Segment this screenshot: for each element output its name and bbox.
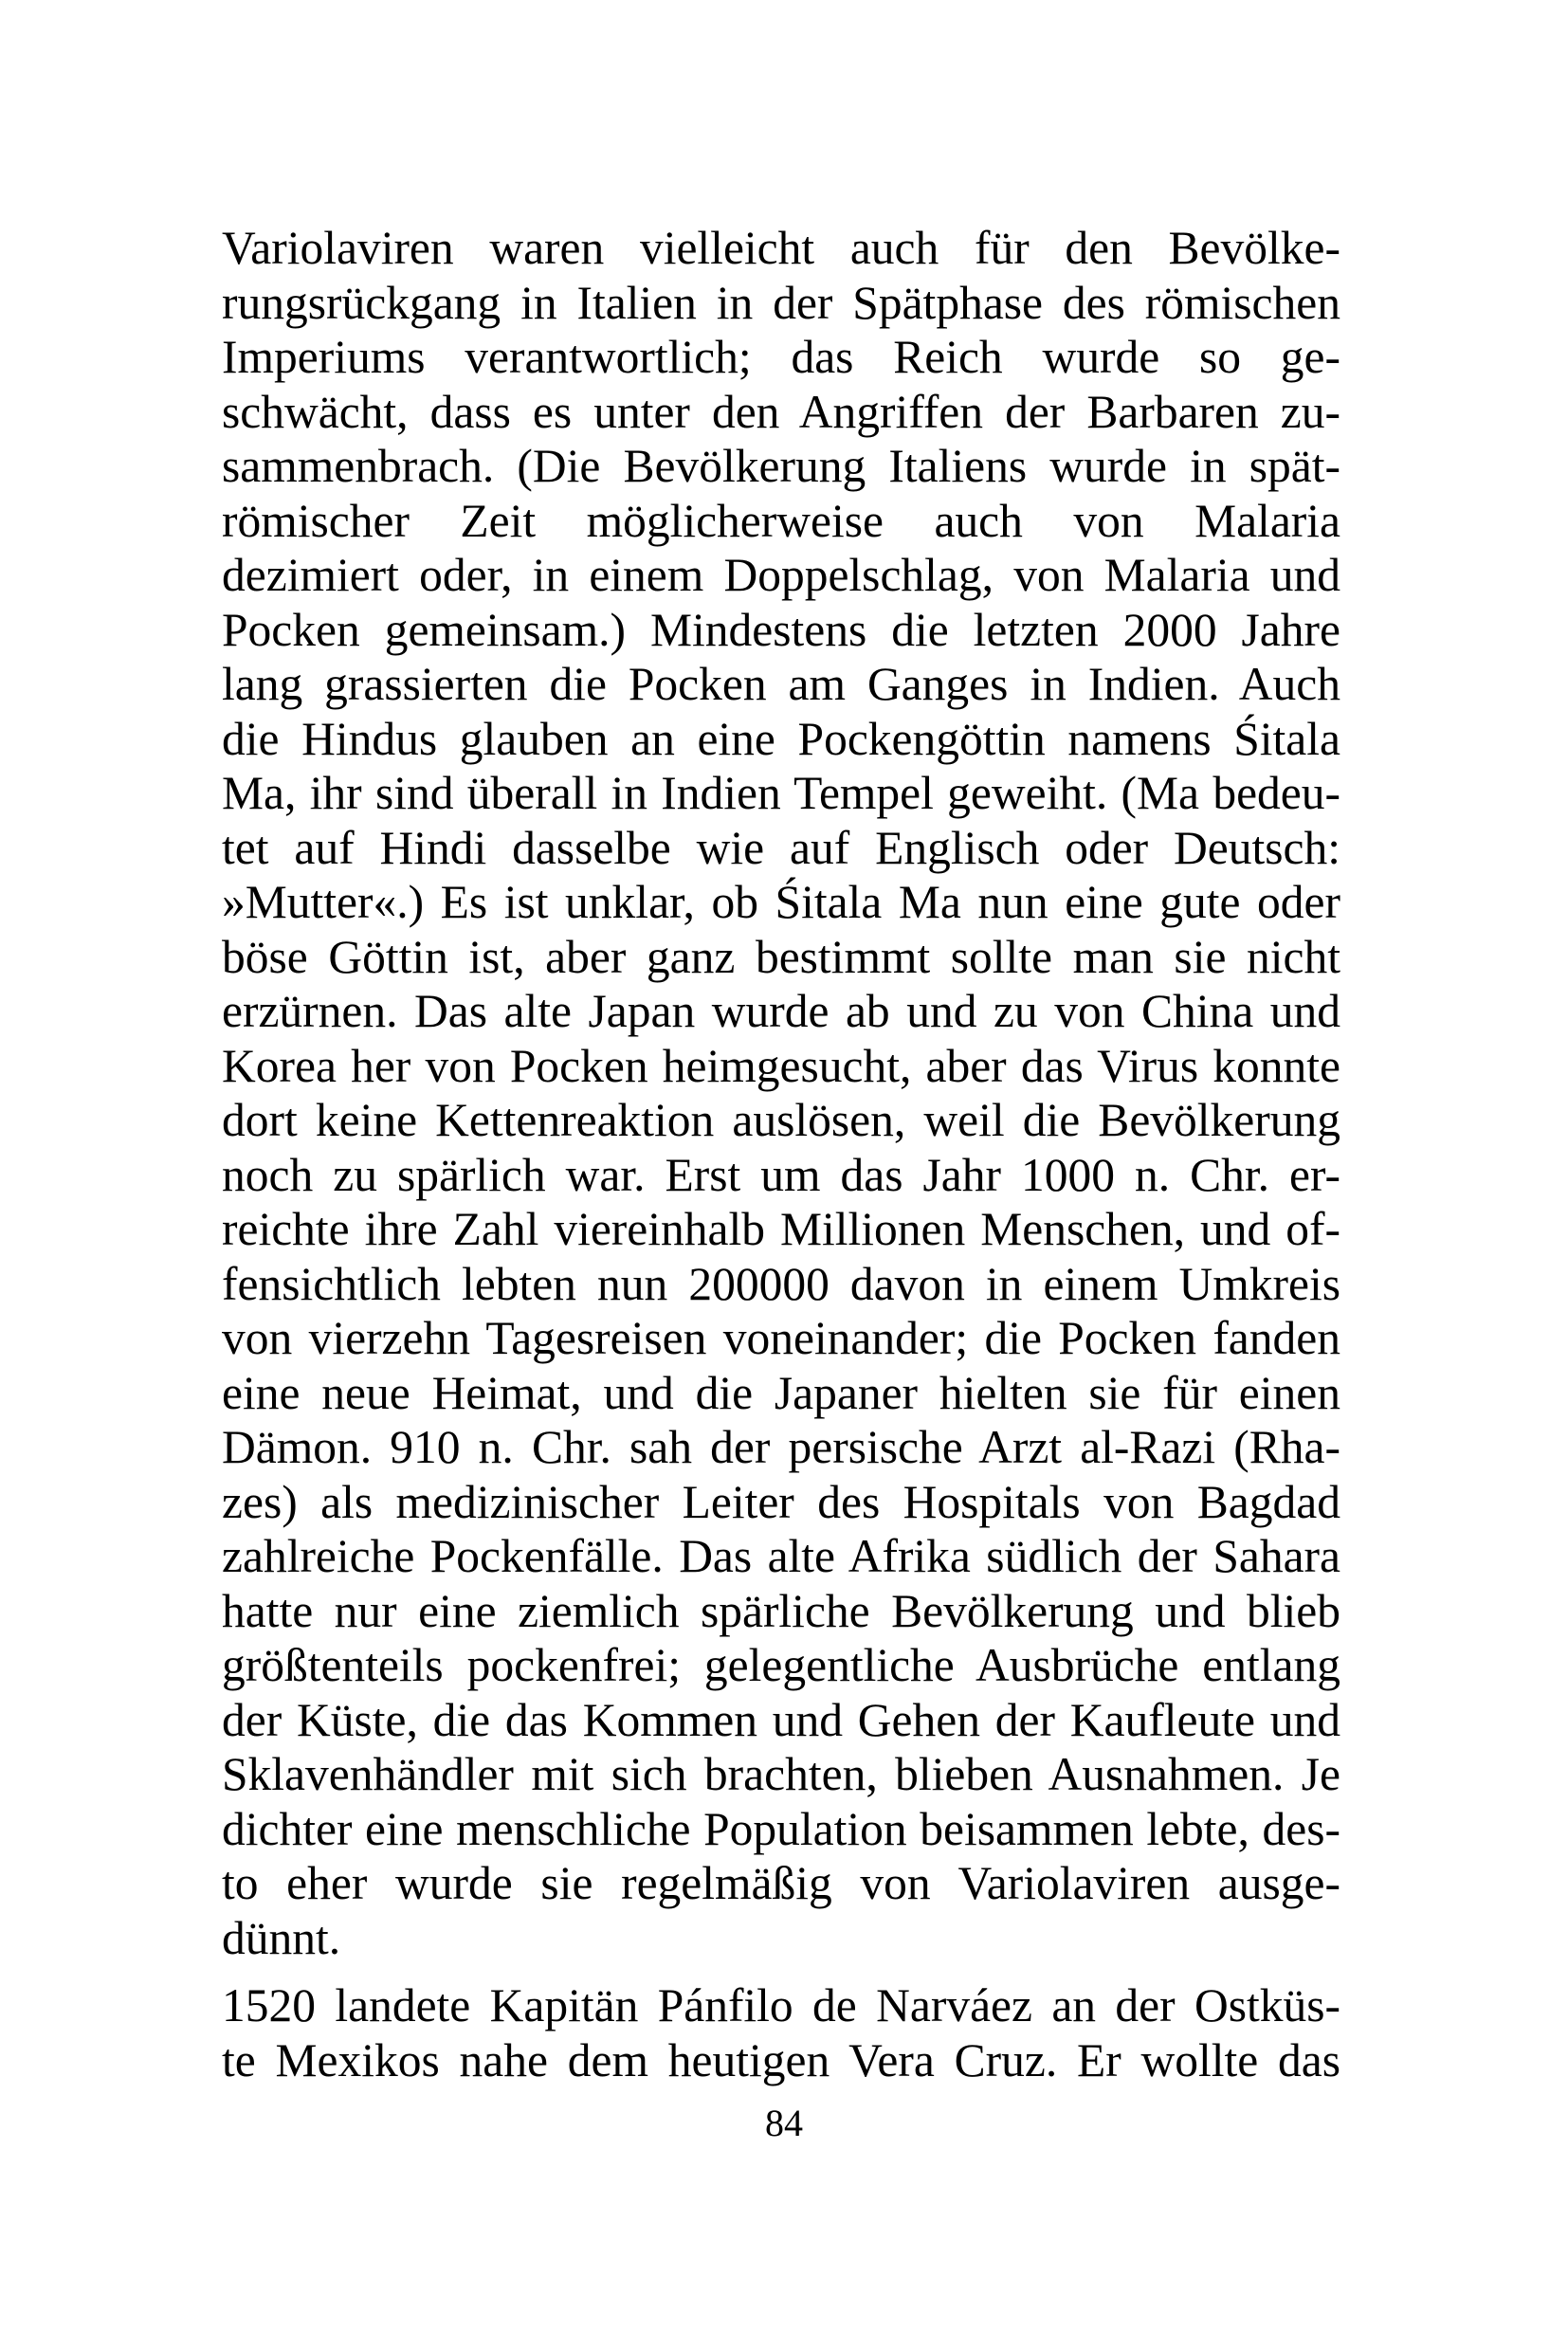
text-line: hatte nur eine ziemlich spärliche Bevölkerung und blieb (222, 1584, 1340, 1637)
text-line: sammenbrach. (Die Bevölkerung Italiens wurde in spät- (222, 440, 1340, 492)
text-line: rungsrückgang in Italien in der Spätphase des römischen (222, 276, 1340, 329)
paragraph-gap (222, 1965, 1340, 1978)
text-line: zahlreiche Pockenfälle. Das alte Afrika südlich der Sahara (222, 1530, 1340, 1582)
text-line: von vierzehn Tagesreisen voneinander; die Pocken fanden (222, 1312, 1340, 1364)
text-line: tet auf Hindi dasselbe wie auf Englisch oder Deutsch: (222, 821, 1340, 874)
body-text (222, 221, 1340, 2087)
text-line: lang grassierten die Pocken am Ganges in Indien. Auch (222, 658, 1340, 710)
text-line: Variolaviren waren vielleicht auch für den Bevölke- (222, 222, 1340, 274)
text-line: to eher wurde sie regelmäßig von Variolaviren ausge- (222, 1857, 1340, 1909)
text-line: te Mexikos nahe dem heutigen Vera Cruz. Er wollte das (222, 2033, 1340, 2086)
text-line: dichter eine menschliche Population beisammen lebte, des- (222, 1802, 1340, 1855)
text-line: erzürnen. Das alte Japan wurde ab und zu von China und (222, 985, 1340, 1037)
text-line: Ma, ihr sind überall in Indien Tempel geweiht. (Ma bedeu- (222, 767, 1340, 819)
text-line: schwächt, dass es unter den Angriffen der Barbaren zu- (222, 385, 1340, 438)
text-line: »Mutter«.) Es ist unklar, ob Śitala Ma nun eine gute oder (222, 876, 1340, 928)
text-line: größtenteils pockenfrei; gelegentliche Ausbrüche entlang (222, 1639, 1340, 1691)
text-line: böse Göttin ist, aber ganz bestimmt sollte man sie nicht (222, 930, 1340, 983)
text-line: Imperiums verantwortlich; das Reich wurde so ge- (222, 331, 1340, 383)
text-line: Pocken gemeinsam.) Mindestens die letzten 2000 Jahre (222, 603, 1340, 656)
text-line: römischer Zeit möglicherweise auch von Malaria (222, 494, 1340, 547)
paragraph-1 (222, 221, 1340, 1965)
text-line: Dämon. 910 n. Chr. sah der persische Arzt al-Razi (Rha- (222, 1421, 1340, 1473)
text-line: noch zu spärlich war. Erst um das Jahr 1000 n. Chr. er- (222, 1148, 1340, 1201)
text-line: Sklavenhändler mit sich brachten, blieben Ausnahmen. Je (222, 1748, 1340, 1800)
text-line: dort keine Kettenreaktion auslösen, weil die Bevölkerung (222, 1094, 1340, 1146)
text-line: zes) als medizinischer Leiter des Hospitals von Bagdad (222, 1475, 1340, 1528)
text-line: die Hindus glauben an eine Pockengöttin namens Śitala (222, 712, 1340, 765)
text-line: eine neue Heimat, und die Japaner hielten sie für einen (222, 1366, 1340, 1419)
text-line: dezimiert oder, in einem Doppelschlag, von Malaria und (222, 549, 1340, 601)
text-line: reichte ihre Zahl viereinhalb Millionen Menschen, und of- (222, 1203, 1340, 1255)
text-line: fensichtlich lebten nun 200000 davon in einem Umkreis (222, 1257, 1340, 1310)
text-line: der Küste, die das Kommen und Gehen der Kaufleute und (222, 1693, 1340, 1746)
paragraph-2 (222, 1978, 1340, 2087)
text-line: 1520 landete Kapitän Pánfilo de Narváez an der Ostküs- (222, 1979, 1340, 2031)
text-line: dünnt. (222, 1911, 341, 1964)
text-line: Korea her von Pocken heimgesucht, aber das Virus konnte (222, 1039, 1340, 1092)
page-number: 84 (765, 2102, 803, 2144)
